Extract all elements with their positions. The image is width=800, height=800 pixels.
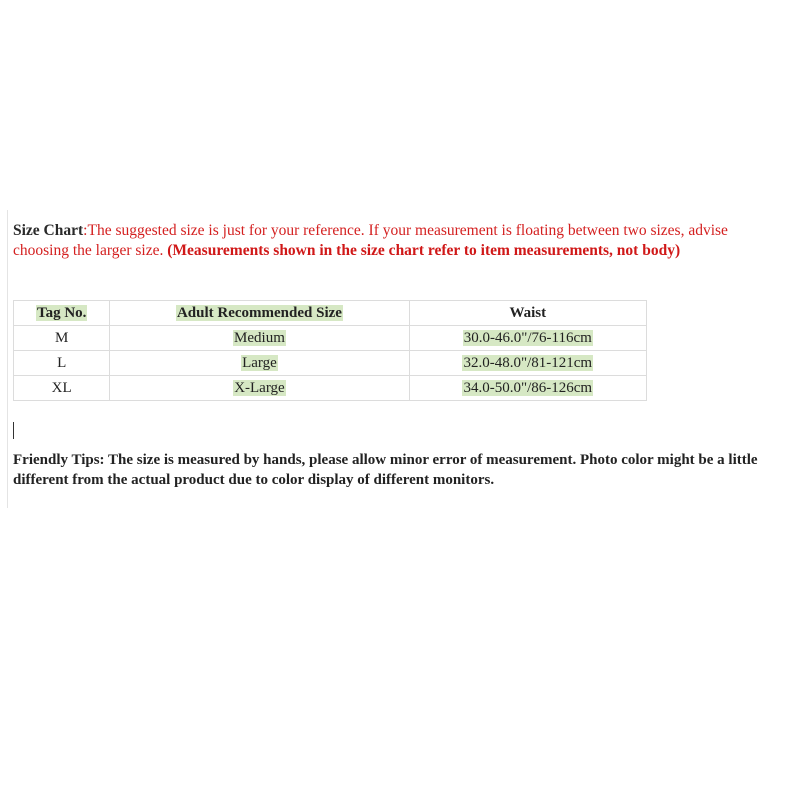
- header-tag-no: Tag No.: [14, 301, 110, 326]
- table-row: [14, 376, 647, 401]
- text-cursor: [13, 422, 14, 439]
- cell-waist: 34.0-50.0"/86-126cm: [409, 376, 646, 401]
- cell-tag: L: [14, 351, 110, 376]
- table-header-row: [14, 301, 647, 326]
- size-chart-label: Size Chart: [13, 222, 84, 239]
- table-row: [14, 326, 647, 351]
- size-table: [13, 300, 647, 401]
- cell-waist: 30.0-46.0"/76-116cm: [409, 326, 646, 351]
- size-chart-intro: [13, 221, 783, 261]
- cell-waist: 32.0-48.0"/81-121cm: [409, 351, 646, 376]
- cell-adult-size: X-Large: [110, 376, 409, 401]
- cell-tag: M: [14, 326, 110, 351]
- header-waist: Waist: [409, 301, 646, 326]
- table-row: [14, 351, 647, 376]
- size-chart-advice: :The suggested size is just for your reference. If your measurement is floating between two sizes, advise choosing the larger size.: [13, 222, 728, 259]
- cell-tag: XL: [14, 376, 110, 401]
- measurement-note: (Measurements shown in the size chart refer to item measurements, not body): [167, 242, 681, 259]
- header-adult-size: Adult Recommended Size: [110, 301, 409, 326]
- left-divider: [7, 210, 8, 508]
- friendly-tips: Friendly Tips: The size is measured by hands, please allow minor error of measurement. Photo color might be a little different from the actual product due to color display of different monitors.: [13, 452, 758, 488]
- cell-adult-size: Medium: [110, 326, 409, 351]
- cell-adult-size: Large: [110, 351, 409, 376]
